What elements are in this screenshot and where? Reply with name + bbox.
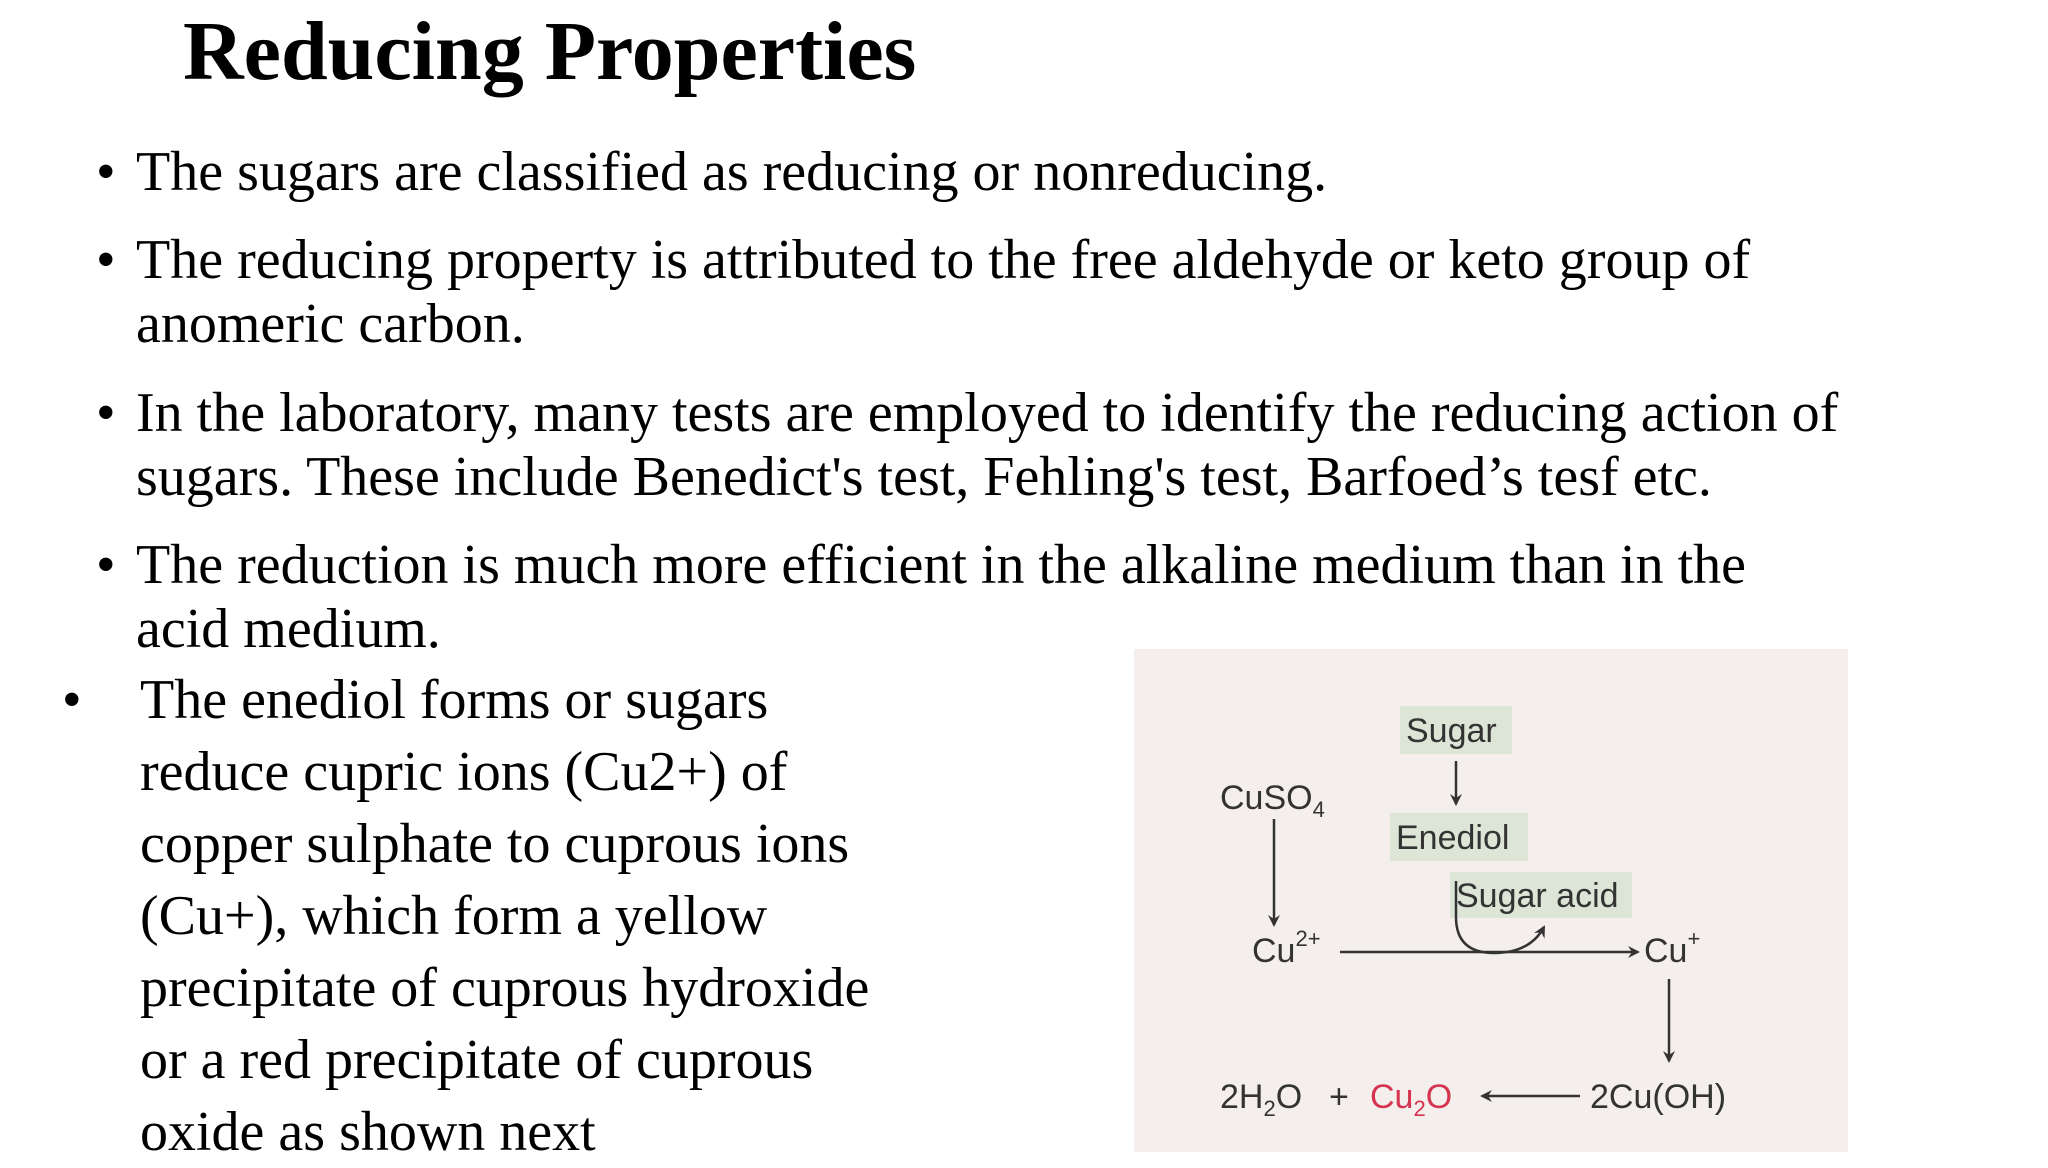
reaction-diagram <box>1134 649 1848 1152</box>
cuprous-hydroxide-label: 2Cu(OH) <box>1590 1078 1727 1116</box>
bullet-1-line-1: The sugars are classified as reducing or nonreducing. <box>136 141 1328 203</box>
slide-title: Reducing Properties <box>183 5 917 98</box>
bullet-1-marker: • <box>96 141 116 203</box>
bullet-3-line-1: In the laboratory, many tests are employed to identify the reducing action of <box>136 382 1839 444</box>
bullet-2-marker: • <box>96 229 116 291</box>
bullet-4-marker: • <box>96 534 116 596</box>
cupric-ion-label: $Cu^{2+}$ <box>1252 926 1321 970</box>
water-label: $2H_2O$ <box>1220 1078 1303 1121</box>
bullet-5-line-7: oxide as shown next <box>140 1101 596 1163</box>
bullet-3-marker: • <box>96 382 116 444</box>
cuso4-label: CuSO$_4$ <box>1220 779 1325 822</box>
sugar-acid-label: Sugar acid <box>1456 877 1619 915</box>
bullet-5-line-2: reduce cupric ions (Cu2+) of <box>140 741 788 803</box>
bullet-5-line-5: precipitate of cuprous hydroxide <box>140 957 870 1019</box>
bullet-4-line-2: acid medium. <box>136 598 441 660</box>
bullet-3-line-2: sugars. These include Benedict's test, Fehling's test, Barfoed’s tesf etc. <box>136 446 1712 508</box>
plus-sign: + <box>1329 1078 1349 1116</box>
bullet-5-line-4: (Cu+), which form a yellow <box>140 885 768 947</box>
bullet-5-line-1: The enediol forms or sugars <box>140 669 769 731</box>
sugar-label: Sugar <box>1406 712 1497 750</box>
bullet-2-line-2: anomeric carbon. <box>136 293 525 355</box>
cuprous-oxide-label: $Cu_2O$ <box>1370 1078 1453 1121</box>
bullet-5-line-6: or a red precipitate of cuprous <box>140 1029 814 1091</box>
reaction-diagram-svg <box>1134 649 1848 1152</box>
bullet-5-marker: • <box>62 669 82 731</box>
cuprous-ion-label: Cu+ <box>1644 926 1701 970</box>
enediol-label: Enediol <box>1396 819 1510 857</box>
bullet-5-line-3: copper sulphate to cuprous ions <box>140 813 850 875</box>
bullet-2-line-1: The reducing property is attributed to the free aldehyde or keto group of <box>136 229 1751 291</box>
bullet-4-line-1: The reduction is much more efficient in the alkaline medium than in the <box>136 534 1747 596</box>
